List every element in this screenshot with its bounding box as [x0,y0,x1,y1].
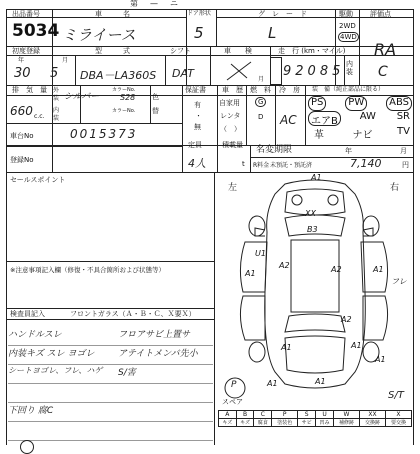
note-row [8,403,213,422]
damage-mark: A1 [375,355,386,364]
damage-mark: フレ [391,277,407,286]
color-no: S28 [120,93,136,102]
damage-mark: A2 [331,265,342,274]
grade-label: グ レ ー ド [258,10,307,18]
ac-value: AC [280,113,297,127]
legend-name: サビ [298,419,316,427]
shift-label: シフト [170,47,191,55]
equip-pw: PW [345,96,367,111]
inspector-label: 検査員記入 [10,310,45,318]
equip-abs: ABS [386,96,412,111]
warranty-label: 保証書 [185,86,206,94]
vehicle-rental: レンタ [220,112,241,120]
damage-mark: A1 [245,269,256,278]
warranty-yes: 有 [194,101,201,109]
equip-ps: PS [308,96,326,111]
doors-value: 5 [194,24,204,42]
legend-code: B [236,411,254,419]
vehicle-history-label: 車 歴 [222,86,243,94]
fuel-diesel: D [258,113,264,121]
damage-mark: A1 [311,173,322,182]
warranty-no: 無 [194,123,201,131]
inspection-month-label: 月 [258,76,265,83]
drive-4wd-circled: 4WD [340,33,357,41]
damage-mark: U1 [255,249,266,258]
reg-month: 5 [50,66,59,81]
fuel-gasoline-circled: G [255,97,266,107]
color-value: シルバー [64,92,100,102]
note-row [8,365,213,384]
load-label: 積載量 [222,141,243,149]
damage-mark: A1 [315,377,326,386]
diagram-right-label: 右 [390,183,400,193]
mileage-value: 92085 [283,64,345,79]
legend-code: P [272,411,298,419]
legend-name: 要交換 [385,419,411,427]
damage-mark: A2 [341,315,352,324]
legend-name: 凹み [316,419,334,427]
equip-sr: SR [396,111,410,122]
exterior-label: 外装 [53,87,60,102]
note-right: アテイトメンバ先小 [118,349,198,359]
vehicle-private: 自家用 [219,99,240,107]
deposit-amount: 7,140 [350,157,382,170]
damage-mark: A1 [373,265,384,274]
first-reg-label: 初度登録 [12,47,40,55]
damage-mark: XX [305,209,316,218]
cc-label: c.c. [34,113,45,120]
capacity-label: 定員 [188,141,202,149]
legend-code: XX [359,411,385,419]
load-unit: t [242,160,245,168]
reg-no-label: 登録No [10,156,34,164]
spare-label: スペア [222,398,243,406]
note-left: シートヨゴレ、フレ、ハゲ [8,366,103,375]
legend-name: キズ [236,419,254,427]
chassis-label: 車台No [10,132,34,140]
year-label: 年 [18,57,25,64]
legend-name: キズ [219,419,237,427]
legend-name: 塗装色 [272,419,298,427]
legend-code: A [219,411,237,419]
equip-leather: 革 [314,130,324,141]
equipment-label: 装 備（純正部品に限る） [312,86,385,93]
equipment-grid [308,96,412,141]
damage-mark: A2 [279,261,290,270]
top-header-fragment: 第 — ニ [130,0,330,8]
note-left: 内装キズ スレ ヨゴレ [8,349,95,359]
damage-mark: A1 [267,379,278,388]
score-value: RA [374,40,397,59]
interior-score: C [378,64,388,80]
deposit-status: 未預託・預託済 [270,162,313,169]
recycle-month: 月 [400,147,407,155]
chassis-value: 0015373 [70,127,138,141]
interior-label: 内装 [53,107,60,122]
ac-label: 冷 房 [279,86,300,94]
legend-name: 腐食 [254,419,272,427]
car-name: ミライース [62,26,136,44]
car-damage-diagram [215,172,413,402]
equip-aw: AW [359,111,376,122]
inspector-notes [8,327,213,441]
note-row [8,346,213,365]
car-name-label: 車 名 [95,10,130,18]
note-row [8,327,213,346]
recycle-label: 名変期限 [256,145,293,155]
sales-point-label: セールスポイント [10,176,66,184]
lot-number: 5034 [12,21,60,41]
legend-name: 補修跡 [333,419,359,427]
color-no-label-2: カラーNo. [112,108,136,114]
reg-year: 30 [14,66,31,81]
equip-navi: ナビ [352,130,373,141]
note-right: S/害 [118,368,136,378]
mileage-label: 走 行 (km・マイル) [278,47,346,55]
drive-label: 駆動 [339,10,353,18]
drive-2wd: 2WD [339,22,356,30]
note-left: 下回り 腐C [8,406,54,416]
legend-name: 交換跡 [359,419,385,427]
damage-mark: A1 [281,343,292,352]
grade-value: L [268,24,277,42]
displacement-label: 排 気 量 [12,86,47,94]
damage-mark: A1 [351,341,362,350]
legend-code: W [333,411,359,419]
damage-mark: B3 [307,225,318,234]
note-left: ハンドルスレ [8,330,62,340]
deposit-label: R料金 [253,162,270,169]
model-label: 型 式 [95,47,130,55]
fuel-label: 燃 料 [250,86,271,94]
bottom-circle-fragment [20,440,34,454]
doors-label: ドア形状 [187,10,211,17]
legend-code: X [385,411,411,419]
equip-airbag: エアB [308,111,341,126]
color-no-label: カラーNo. [112,87,136,93]
recycle-year: 年 [345,147,352,155]
inspection-crossed-out [225,58,255,82]
model-value: DBA－LA360S [80,69,157,82]
lot-label: 出品番号 [12,10,40,18]
displacement-value: 660 [10,104,33,118]
shift-value: DAT [172,67,194,80]
diagram-left-label: 左 [228,183,238,193]
deposit-unit: 円 [402,161,409,169]
caution-label: ※注意事項記入欄（修復・不具合箇所および状態等） [10,266,165,274]
note-right: フロアサビ上置サ [118,330,191,340]
change-label: 替 [152,107,159,115]
inspection-label: 車 検 [224,47,252,55]
mileage-marker-box [270,57,282,85]
score-label: 評価点 [370,10,391,18]
color-label: 色 [152,93,159,101]
vehicle-other: （ ） [220,125,241,133]
equip-tv: TV [397,126,410,137]
st-mark: S/T [388,390,404,401]
interior-score-label: 内装 [346,60,353,76]
windshield-label: フロントガラス（Ａ・Ｂ・Ｃ、Ｘ要Ｘ） [70,310,196,318]
spare-mark: P [231,380,237,390]
warranty-dot: ・ [195,112,202,120]
damage-legend [218,410,412,427]
month-label: 月 [62,57,69,64]
capacity-value: 4人 [188,157,206,170]
legend-code: C [254,411,272,419]
legend-code: S [298,411,316,419]
legend-code: U [316,411,334,419]
